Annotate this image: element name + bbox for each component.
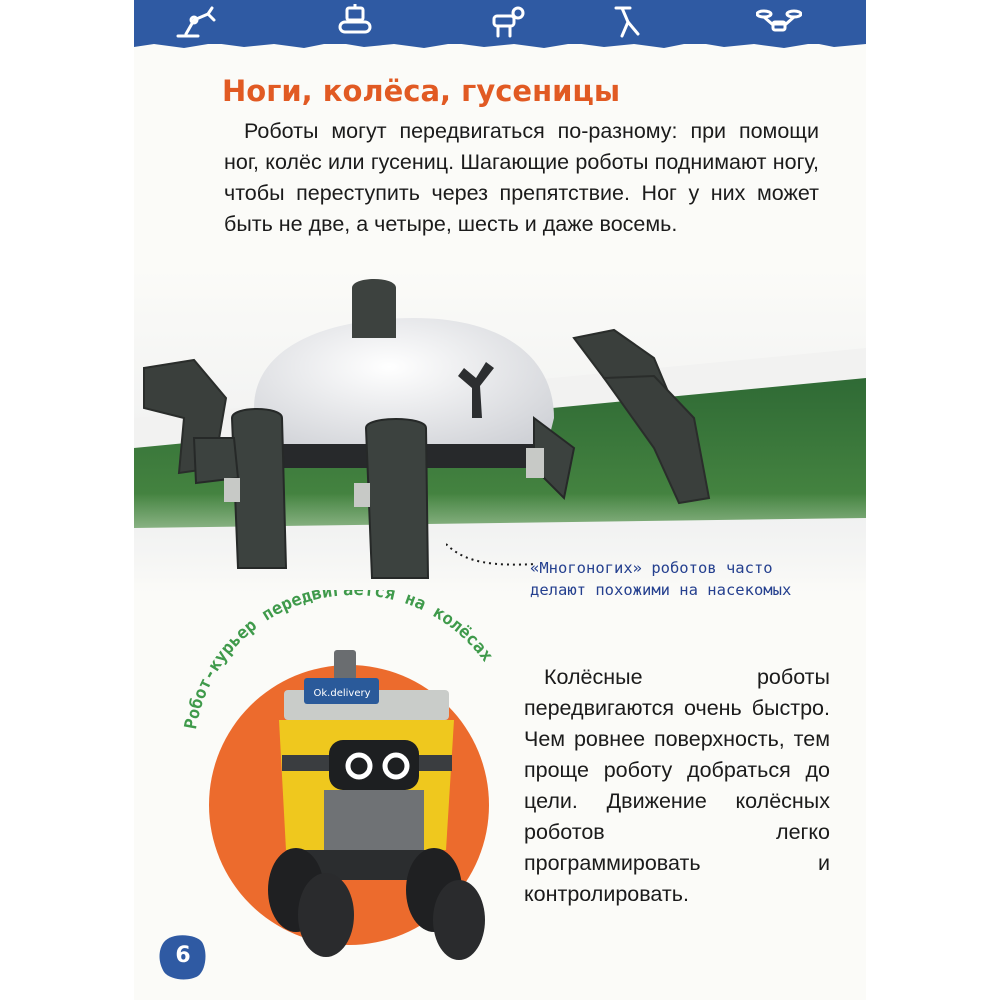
- courier-robot-illustration: [154, 590, 534, 990]
- courier-screen-text: Ok.delivery: [313, 688, 371, 699]
- tracked-robot-icon: [332, 4, 378, 40]
- courier-arc-label: Робот-курьер передвигается на колёсах: [181, 590, 497, 731]
- header-band: [134, 0, 866, 44]
- walking-leg-robot-icon: [608, 4, 654, 40]
- courier-robot-graphic: [154, 590, 534, 990]
- book-page: [134, 0, 866, 1000]
- wheels-paragraph: Колёсные роботы передвигаются очень быстро. Чем ровнее поверхность, тем проще роботу добраться до цели. Движение колёсных роботов легко программировать и контролировать.: [524, 665, 830, 906]
- page-number: 6: [175, 943, 191, 968]
- spider-caption: «Многоногих» роботов часто делают похожими на насекомых: [530, 559, 792, 599]
- drone-icon: [756, 4, 802, 40]
- page-number-badge: [158, 932, 208, 980]
- page-heading: Ноги, колёса, гусеницы: [222, 74, 621, 108]
- robot-dog-icon: [484, 4, 530, 40]
- robot-arm-icon: [174, 4, 220, 40]
- caption-pointer: [446, 540, 536, 570]
- intro-paragraph: Роботы могут передвигаться по-разному: при помощи ног, колёс или гусениц. Шагающие роботы поднимают ногу, чтобы переступить через препятствие. Ног у них может быть не две, а четыре, шесть и даже восемь.: [224, 119, 819, 236]
